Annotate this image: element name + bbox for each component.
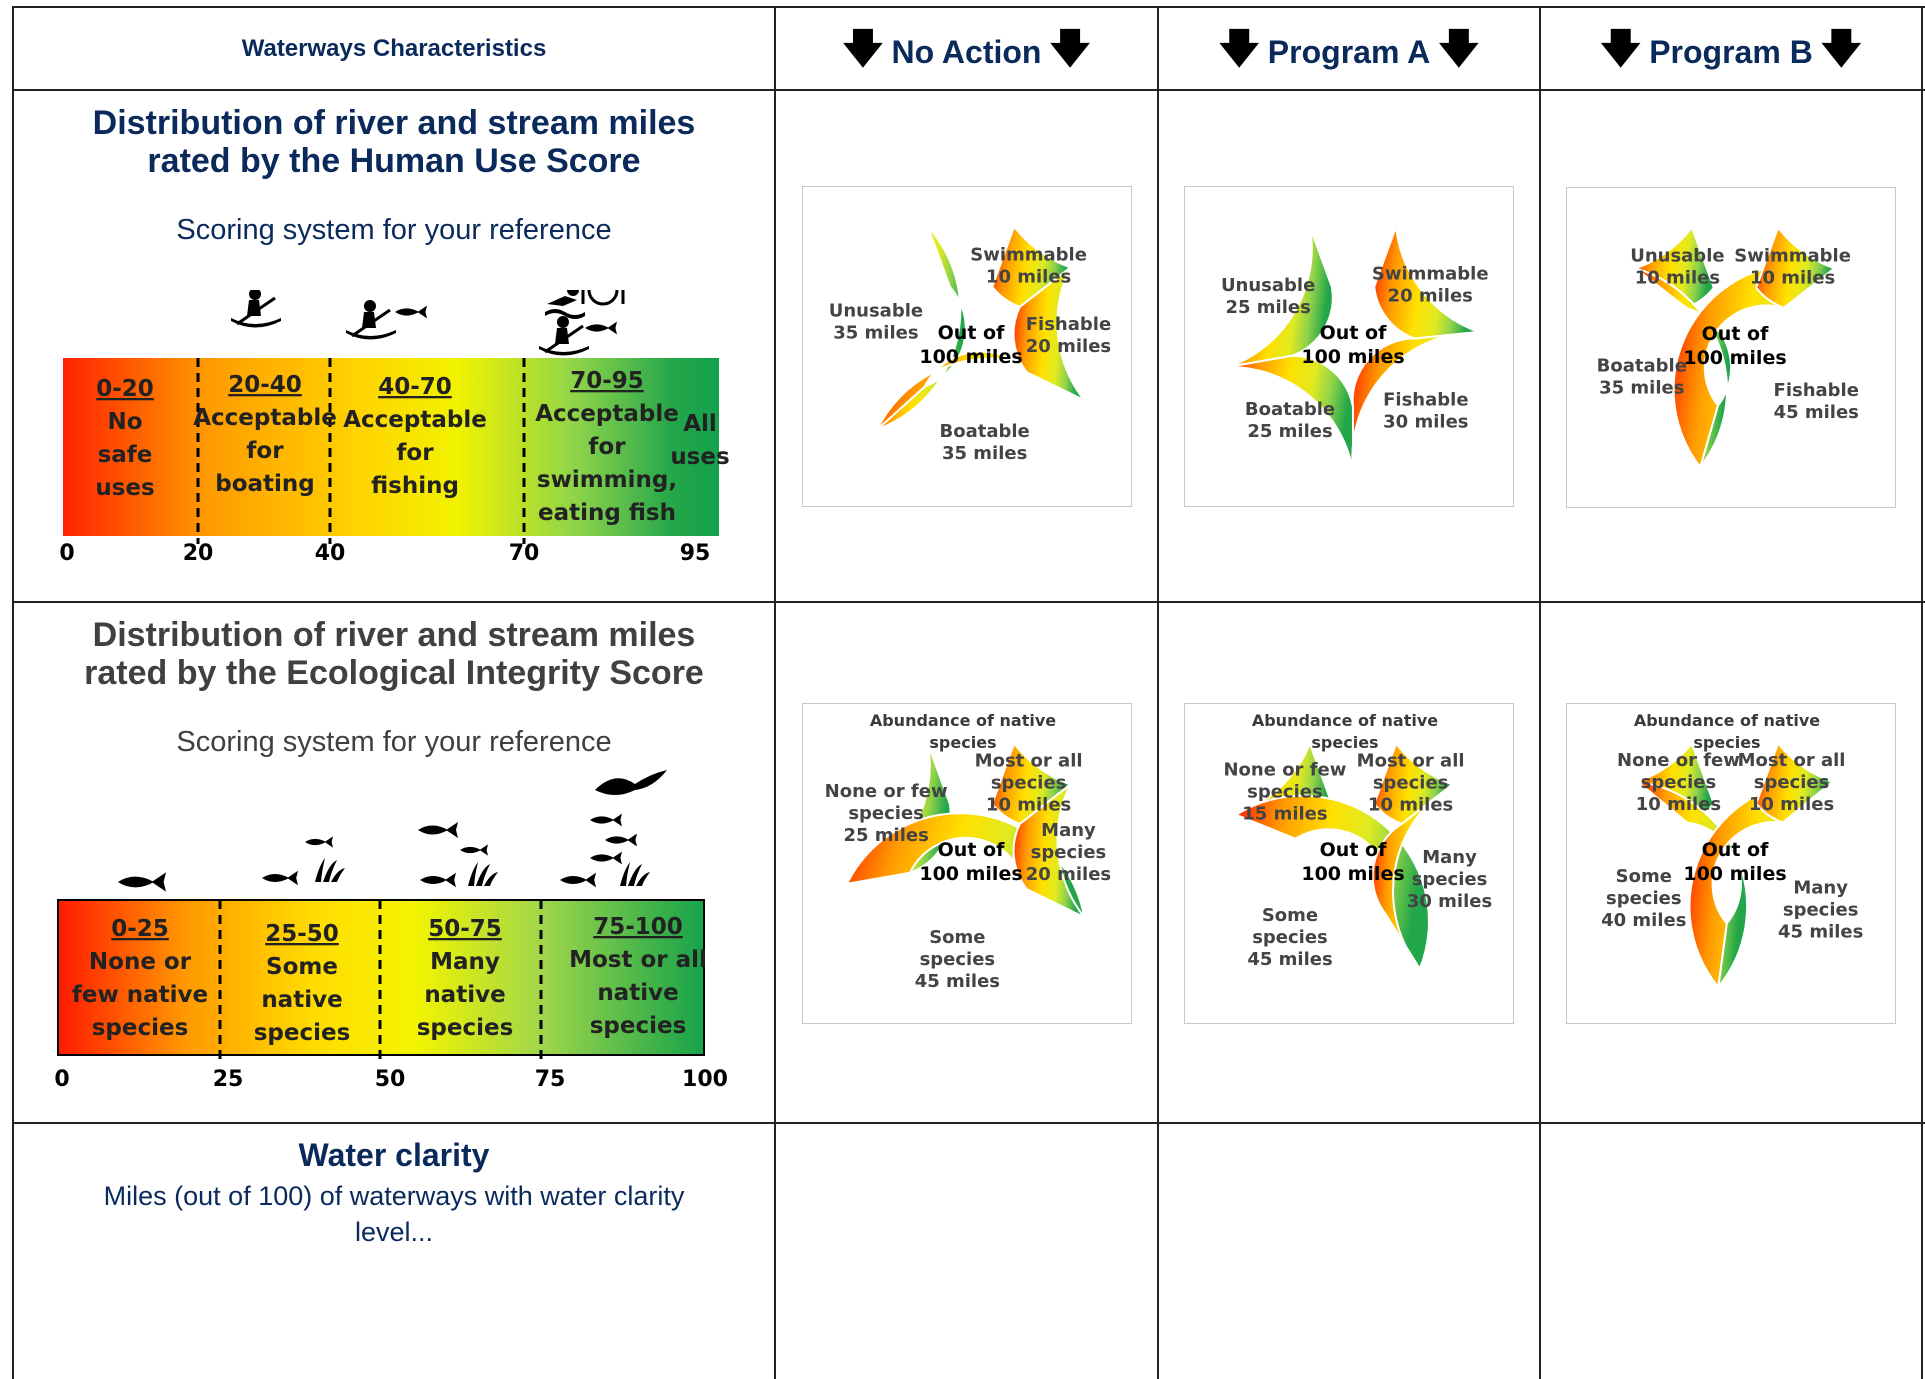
scale-segment-label: boating bbox=[215, 471, 315, 497]
scale-segment-label: few native bbox=[71, 982, 209, 1008]
header-program-a bbox=[1159, 8, 1539, 89]
plate-icon bbox=[583, 290, 623, 304]
donut-slice-label: species bbox=[919, 949, 996, 971]
donut-slice-label: 10 miles bbox=[1634, 267, 1721, 289]
scale-tick-label: 25 bbox=[212, 1067, 244, 1090]
donut-slice-label: 45 miles bbox=[1247, 949, 1333, 971]
ecological-reference: Scoring system for your reference bbox=[176, 726, 612, 758]
fish-icon bbox=[262, 871, 298, 885]
donut-slice-label: None or few bbox=[824, 781, 948, 802]
donut-center-label: Out of bbox=[937, 839, 1005, 861]
donut-slice-label: Boatable bbox=[939, 421, 1030, 443]
donut-slice-label: 35 miles bbox=[833, 322, 919, 344]
scale-segment-label: uses bbox=[95, 475, 155, 501]
header-program-a-label: Program A bbox=[1267, 34, 1431, 70]
donut-slice-label: 45 miles bbox=[1778, 921, 1864, 943]
donut-slice-label: species bbox=[1640, 771, 1717, 793]
water-clarity-description bbox=[14, 1137, 774, 1250]
fish-icon bbox=[605, 834, 637, 847]
ecological-title bbox=[14, 616, 774, 692]
donut-slice-label: 20 miles bbox=[1025, 335, 1112, 357]
human-use-title-line2: rated by the Human Use Score bbox=[147, 142, 641, 180]
fish-icon bbox=[590, 814, 622, 827]
ecological-title-line1: Distribution of river and stream miles bbox=[92, 616, 696, 654]
water-clarity-subtitle bbox=[14, 1178, 774, 1250]
ecological-description bbox=[14, 616, 774, 759]
donut-slice-label: Fishable bbox=[1383, 389, 1469, 411]
donut-slice-label: 10 miles bbox=[985, 266, 1072, 288]
donut-slice-label: species bbox=[1605, 887, 1682, 909]
donut-slice-label: 10 miles bbox=[1748, 793, 1835, 815]
human-use-title bbox=[14, 104, 774, 180]
donut-center-label: 100 miles bbox=[919, 863, 1023, 885]
donut-slice-label: Some bbox=[1615, 865, 1672, 887]
human-use-score-scale bbox=[55, 290, 755, 565]
donut-slice-label: Unusable bbox=[1630, 245, 1725, 267]
scale-range-label: 0-20 bbox=[96, 376, 154, 402]
donut-slice-label: 10 miles bbox=[1635, 793, 1722, 815]
scale-segment-label: for bbox=[396, 440, 434, 466]
donut-slice-label: species bbox=[1252, 927, 1328, 949]
chart-ecological-program-a bbox=[1184, 703, 1514, 1024]
donut-slice-label: 30 miles bbox=[1383, 411, 1469, 433]
scale-segment-label: Acceptable bbox=[193, 405, 337, 431]
donut-slice-label: Boatable bbox=[1244, 399, 1336, 421]
donut-slice-label: species bbox=[1030, 841, 1107, 863]
donut-slice-label: 20 miles bbox=[1387, 285, 1473, 307]
donut-slice-label: 35 miles bbox=[941, 443, 1028, 465]
scale-segment-label: native bbox=[424, 982, 506, 1008]
donut-slice-label: Swimmable bbox=[1734, 245, 1851, 267]
scale-tick-label: 20 bbox=[182, 541, 214, 565]
donut-slice-label: 20 miles bbox=[1025, 863, 1112, 885]
bird-icon bbox=[595, 770, 667, 795]
table-border-header bbox=[12, 89, 1925, 91]
scale-tick-label: 0 bbox=[54, 1067, 70, 1090]
header-no-action bbox=[776, 8, 1157, 89]
ecological-title-line2: rated by the Ecological Integrity Score bbox=[84, 654, 704, 692]
donut-slice-label: species bbox=[1753, 771, 1830, 793]
scale-tick-label: 95 bbox=[679, 541, 711, 565]
donut-center-label: Out of bbox=[1319, 839, 1387, 861]
human-use-description bbox=[14, 104, 774, 247]
donut-slice-label: species bbox=[1782, 899, 1859, 921]
water-clarity-subtitle-line1: Miles (out of 100) of waterways with water clarity bbox=[103, 1181, 685, 1211]
scale-segment-label: None or bbox=[88, 949, 192, 975]
scale-range-label: 0-25 bbox=[111, 916, 169, 942]
scale-segment-label: species bbox=[253, 1020, 351, 1046]
header-no-action-label: No Action bbox=[891, 34, 1042, 70]
donut-slice-label: species bbox=[990, 772, 1067, 794]
donut-center-label: Out of bbox=[1701, 323, 1769, 345]
table-border-row1 bbox=[12, 601, 1925, 603]
donut-slice-label: species bbox=[848, 803, 924, 824]
scale-segment-label: eating fish bbox=[538, 500, 676, 526]
donut-slice-label: 15 miles bbox=[1242, 803, 1328, 825]
header-characteristics-label: Waterways Characteristics bbox=[241, 34, 547, 62]
donut-title: species bbox=[1693, 733, 1761, 752]
fish-icon bbox=[560, 873, 596, 887]
table-border-right bbox=[1921, 6, 1923, 1379]
scale-range-label: 40-70 bbox=[378, 374, 452, 400]
scale-tick-label: 70 bbox=[508, 541, 540, 565]
scale-segment-label: species bbox=[91, 1015, 189, 1041]
donut-slice-label: Fishable bbox=[1025, 313, 1112, 335]
donut-center-label: Out of bbox=[937, 322, 1005, 344]
ecological-score-scale bbox=[50, 770, 755, 1090]
water-clarity-title: Water clarity bbox=[298, 1137, 490, 1173]
table-border-row2 bbox=[12, 1122, 1925, 1124]
donut-center-label: 100 miles bbox=[1301, 863, 1405, 885]
donut-slice-label: Boatable bbox=[1596, 355, 1687, 377]
scale-tick-label: 100 bbox=[682, 1067, 728, 1090]
scale-segment-label: Acceptable bbox=[535, 401, 679, 427]
donut-slice-label: Swimmable bbox=[1371, 263, 1489, 285]
scale-segment-label: fishing bbox=[371, 473, 459, 499]
donut-slice-label: 45 miles bbox=[1773, 401, 1859, 423]
donut-slice-label: Most or all bbox=[1356, 750, 1465, 772]
down-arrow-icon: 🡇 bbox=[1820, 26, 1862, 71]
swimmer-icon bbox=[545, 290, 585, 319]
scale-segment-label: for bbox=[588, 434, 626, 460]
fish-icon bbox=[395, 306, 427, 319]
scale-range-label: 50-75 bbox=[428, 916, 502, 942]
donut-center-label: 100 miles bbox=[919, 346, 1023, 368]
scale-tick-label: 75 bbox=[534, 1067, 566, 1090]
scale-segment-label: All bbox=[683, 411, 717, 437]
header-characteristics bbox=[14, 8, 774, 89]
donut-slice-label: 40 miles bbox=[1601, 909, 1687, 931]
donut-slice-label: None or few bbox=[1223, 759, 1347, 781]
human-use-reference: Scoring system for your reference bbox=[176, 214, 612, 246]
donut-center-label: 100 miles bbox=[1683, 863, 1787, 885]
donut-slice-label: Some bbox=[1261, 905, 1319, 927]
water-clarity-subtitle-line2: level... bbox=[354, 1217, 434, 1247]
plant-icon bbox=[315, 858, 345, 882]
donut-slice-label: Fishable bbox=[1773, 379, 1859, 401]
donut-slice-label: None or few bbox=[1617, 749, 1740, 771]
fish-icon bbox=[118, 872, 166, 891]
fish-icon bbox=[590, 852, 622, 865]
scale-segment-label: species bbox=[416, 1015, 514, 1041]
donut-slice-label: 35 miles bbox=[1599, 377, 1685, 399]
human-use-title-line1: Distribution of river and stream miles bbox=[92, 104, 696, 142]
donut-slice-label: 25 miles bbox=[1247, 421, 1333, 443]
down-arrow-icon: 🡇 bbox=[842, 26, 884, 71]
header-program-b bbox=[1541, 8, 1921, 89]
scale-segment-label: native bbox=[597, 980, 679, 1006]
scale-segment-label: Most or all bbox=[569, 947, 707, 973]
donut-title: Abundance of native bbox=[869, 711, 1057, 730]
donut-slice-label: 10 miles bbox=[985, 794, 1072, 816]
donut-slice-label: species bbox=[1247, 781, 1323, 803]
donut-title: species bbox=[1311, 733, 1379, 752]
scale-segment-label: native bbox=[261, 987, 343, 1013]
scale-segment-label: swimming, bbox=[536, 467, 678, 493]
donut-center-label: Out of bbox=[1701, 839, 1769, 861]
donut-slice-label: Many bbox=[1422, 847, 1477, 869]
down-arrow-icon: 🡇 bbox=[1600, 26, 1642, 71]
scale-segment-label: for bbox=[246, 438, 284, 464]
chart-human-use-program-a bbox=[1184, 186, 1514, 507]
fish-icon bbox=[418, 822, 458, 838]
kayak-icon bbox=[231, 290, 281, 328]
scale-range-label: 75-100 bbox=[593, 914, 683, 940]
donut-slice-label: Most or all bbox=[1737, 749, 1846, 771]
scale-range-label: 25-50 bbox=[265, 921, 339, 947]
donut-center-label: 100 miles bbox=[1301, 346, 1405, 368]
plant-icon bbox=[620, 862, 650, 886]
fish-icon bbox=[305, 836, 333, 847]
kayak-icon bbox=[346, 300, 396, 340]
donut-slice-label: species bbox=[1411, 869, 1488, 891]
donut-center-label: 100 miles bbox=[1683, 347, 1787, 369]
fish-icon bbox=[420, 873, 456, 887]
donut-slice-label: 30 miles bbox=[1406, 891, 1493, 913]
donut-slice-label: Unusable bbox=[828, 300, 924, 322]
donut-title: Abundance of native bbox=[1633, 711, 1821, 730]
scale-tick-label: 0 bbox=[59, 541, 75, 565]
down-arrow-icon: 🡇 bbox=[1218, 26, 1260, 71]
donut-slice-label: 10 miles bbox=[1367, 794, 1454, 816]
donut-slice-label: Many bbox=[1041, 819, 1096, 841]
chart-human-use-program-b bbox=[1566, 187, 1896, 508]
scale-segment-label: Some bbox=[266, 954, 338, 980]
down-arrow-icon: 🡇 bbox=[1438, 26, 1480, 71]
table-col-divider-3 bbox=[1539, 6, 1541, 1379]
scale-segment-label: Acceptable bbox=[343, 407, 487, 433]
scale-range-label: 20-40 bbox=[228, 372, 302, 398]
scale-tick-label: 50 bbox=[374, 1067, 406, 1090]
table-col-divider-2 bbox=[1157, 6, 1159, 1379]
donut-slice-label: 45 miles bbox=[914, 971, 1001, 993]
scale-segment-label: safe bbox=[97, 442, 153, 468]
scale-tick-label: 40 bbox=[314, 541, 346, 565]
chart-ecological-program-b bbox=[1566, 703, 1896, 1024]
donut-slice-label: species bbox=[1372, 772, 1449, 794]
donut-slice-label: Swimmable bbox=[970, 244, 1087, 266]
plant-icon bbox=[468, 862, 498, 886]
donut-title: species bbox=[929, 733, 997, 752]
donut-slice-label: 10 miles bbox=[1749, 267, 1836, 289]
chart-ecological-no-action bbox=[802, 703, 1132, 1024]
donut-slice-label: Many bbox=[1793, 877, 1848, 899]
scale-segment-label: uses bbox=[670, 444, 730, 470]
donut-slice-label: Some bbox=[929, 927, 986, 949]
donut-center-label: Out of bbox=[1319, 322, 1387, 344]
donut-title: Abundance of native bbox=[1251, 711, 1439, 730]
donut-slice-label: Most or all bbox=[974, 750, 1083, 772]
donut-slice-label: 25 miles bbox=[1225, 297, 1311, 318]
scale-range-label: 70-95 bbox=[570, 368, 644, 394]
kayak-icon bbox=[539, 316, 589, 356]
down-arrow-icon: 🡇 bbox=[1049, 26, 1091, 71]
chart-human-use-no-action bbox=[802, 186, 1132, 507]
table-col-divider-1 bbox=[774, 6, 776, 1379]
donut-slice-label: Unusable bbox=[1220, 275, 1316, 296]
header-program-b-label: Program B bbox=[1649, 34, 1813, 70]
scale-segment-label: species bbox=[589, 1013, 687, 1039]
scale-segment-label: Many bbox=[430, 949, 500, 975]
scale-segment-label: No bbox=[107, 409, 143, 435]
fish-icon bbox=[460, 844, 488, 855]
fish-icon bbox=[585, 322, 617, 335]
donut-slice-label: 25 miles bbox=[843, 825, 929, 846]
